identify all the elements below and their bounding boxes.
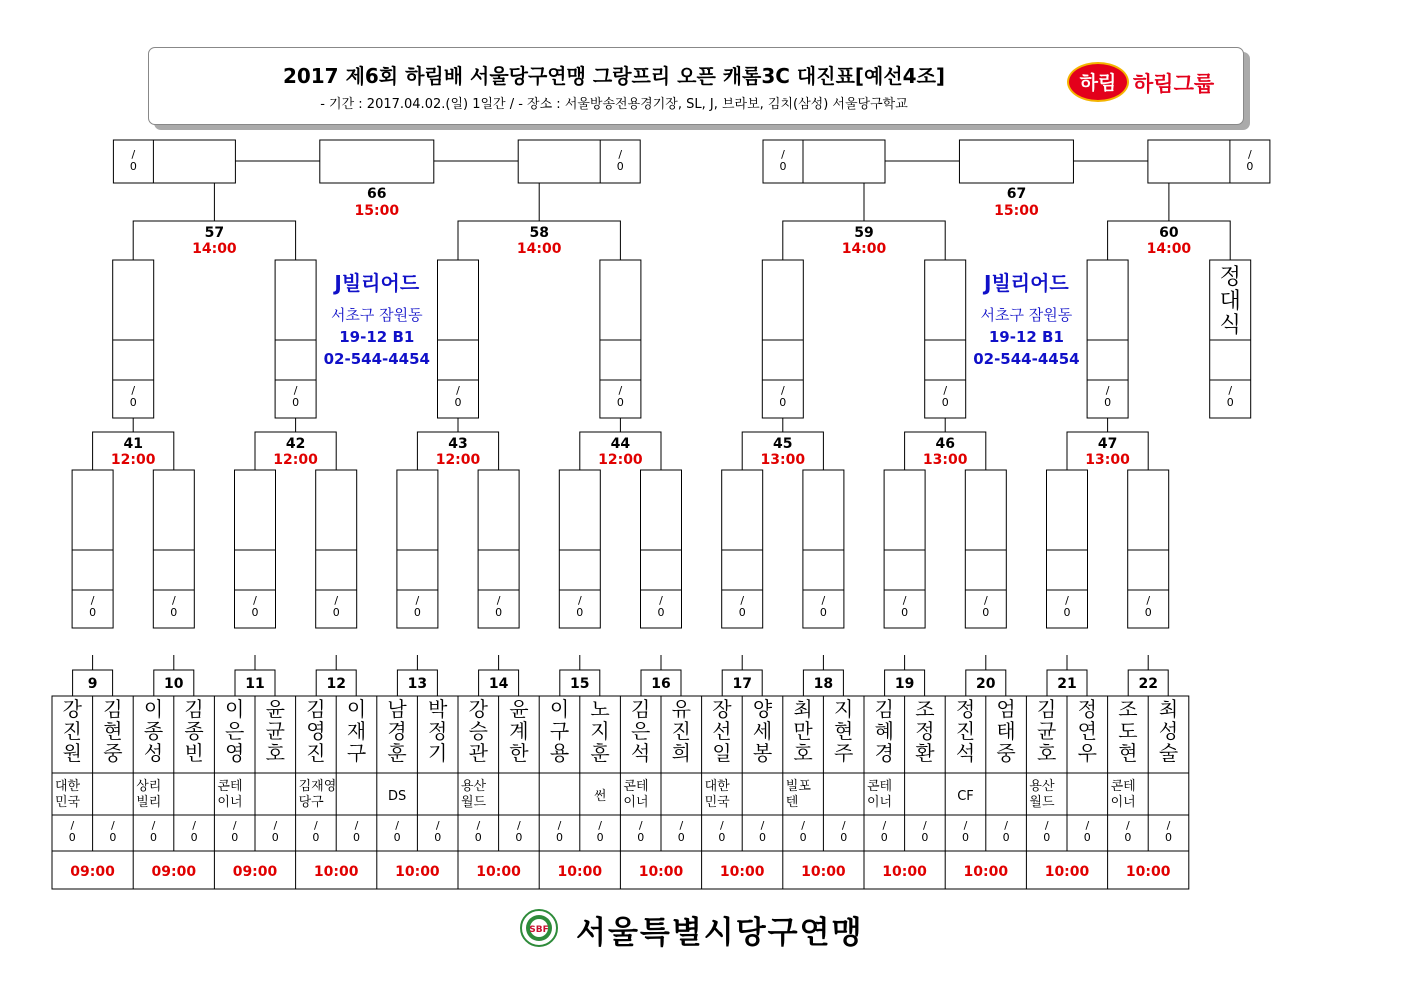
match-time: 10:00 (557, 864, 603, 880)
player-score-zero: 0 (1043, 831, 1051, 844)
r3-entry-57-a-score-slash: / (131, 384, 136, 397)
player-score-zero: 0 (677, 831, 685, 844)
player-score-slash: / (273, 819, 278, 832)
player-club: 콘테 이너 (867, 779, 893, 810)
player-club: 대한 민국 (704, 779, 730, 810)
player-name: 이 종 성 (143, 697, 164, 765)
player-name: 이 은 영 (225, 697, 245, 765)
player-name: 강 승 관 (468, 697, 488, 765)
r2-entry-45-b-score-slash: / (821, 594, 826, 607)
player-name: 이 구 용 (549, 697, 570, 765)
r2-entry-42-b-score-zero: 0 (332, 606, 340, 619)
player-name: 최 성 술 (1158, 697, 1179, 765)
match-number: 12 (326, 676, 346, 692)
player-score-zero: 0 (150, 831, 157, 844)
player-club: 빌포 텐 (785, 779, 811, 810)
match-number: 60 (1159, 225, 1179, 241)
player-score-zero: 0 (637, 831, 645, 844)
player-name: 정 진 석 (955, 697, 976, 765)
r2-entry-46-b-score-zero: 0 (982, 606, 990, 619)
match-time: 13:00 (1085, 452, 1130, 468)
player-score-slash: / (476, 819, 481, 832)
player-score-slash: / (679, 819, 684, 832)
player-name: 윤 균 호 (265, 697, 285, 765)
player-score-zero: 0 (515, 831, 523, 844)
player-score-slash: / (598, 819, 602, 832)
venue-address-detail: 19-12 B1 (988, 328, 1064, 346)
player-club: DS (387, 789, 407, 804)
player-club: 용산 월드 (461, 779, 487, 810)
match-number: 11 (245, 676, 265, 692)
match-time: 09:00 (70, 864, 115, 880)
match-number: 41 (123, 436, 143, 452)
player-name: 윤 계 한 (509, 697, 529, 765)
player-score-slash: / (1044, 819, 1049, 832)
harim-logo-badge: 하림 (1067, 62, 1129, 102)
player-name: 장 선 일 (712, 697, 732, 765)
player-score-zero: 0 (312, 831, 320, 844)
player-score-slash: / (314, 819, 318, 832)
player-club: 상리 빌리 (136, 779, 162, 810)
venue-name: J빌리어드 (984, 271, 1069, 295)
player-name: 노 지 훈 (590, 697, 610, 765)
r3-entry-60-b-score-zero: 0 (1226, 396, 1234, 409)
player-score-slash: / (354, 819, 359, 832)
player-name: 김 균 호 (1037, 697, 1057, 765)
venue-address-detail: 19-12 B1 (339, 328, 415, 346)
final-66-score-right-zero: 0 (616, 160, 624, 173)
player-score-zero: 0 (434, 831, 442, 844)
player-score-zero: 0 (759, 831, 766, 844)
player-score-slash: / (557, 819, 562, 832)
match-time: 10:00 (313, 864, 359, 880)
r2-entry-42-a-score-zero: 0 (251, 606, 259, 619)
r2-entry-42-b-score-slash: / (334, 594, 339, 607)
r2-entry-47-b-score-slash: / (1146, 594, 1151, 607)
match-number: 58 (529, 225, 549, 241)
player-score-zero: 0 (1124, 831, 1132, 844)
r3-entry-57-a-score-zero: 0 (129, 396, 137, 409)
match-number: 13 (407, 676, 428, 692)
match-number: 47 (1097, 436, 1118, 452)
player-name: 유 진 희 (671, 697, 691, 765)
r2-entry-45-b-score-zero: 0 (819, 606, 827, 619)
r3-entry-57-b-score-slash: / (293, 384, 298, 397)
venue-address: 서초구 잠원동 (330, 306, 423, 324)
player-score-zero: 0 (393, 831, 401, 844)
match-time: 10:00 (638, 864, 684, 880)
match-number: 43 (448, 436, 468, 452)
player-score-slash: / (638, 819, 643, 832)
match-number: 57 (204, 225, 225, 241)
player-name: 지 현 주 (834, 697, 854, 765)
player-score-zero: 0 (556, 831, 563, 844)
r3-entry-57-b-score-zero: 0 (292, 396, 300, 409)
player-score-zero: 0 (799, 831, 807, 844)
match-time: 14:00 (516, 241, 562, 257)
player-name: 양 세 봉 (752, 697, 773, 765)
match-time: 10:00 (395, 864, 440, 880)
player-score-slash: / (232, 819, 237, 832)
player-score-slash: / (720, 819, 724, 832)
r2-entry-47-a-score-zero: 0 (1063, 606, 1071, 619)
r2-entry-45-a-score-zero: 0 (738, 606, 746, 619)
match-time: 14:00 (192, 241, 237, 257)
player-club: CF (957, 789, 974, 804)
player-score-zero: 0 (840, 831, 848, 844)
player-score-zero: 0 (962, 831, 969, 844)
player-score-zero: 0 (1002, 831, 1010, 844)
player-score-slash: / (963, 819, 968, 832)
match-number: 44 (610, 436, 631, 452)
player-name: 최 만 호 (793, 697, 813, 765)
match-number: 19 (894, 676, 915, 692)
match-number: 46 (935, 436, 955, 452)
player-club: 콘테 이너 (623, 779, 649, 810)
player-name: 김 종 빈 (184, 697, 204, 765)
player-club: 콘테 이너 (217, 779, 243, 810)
player-score-slash: / (1004, 819, 1008, 832)
r3-entry-58-b-score-slash: / (618, 384, 623, 397)
r2-entry-43-a-score-zero: 0 (413, 606, 421, 619)
r2-entry-42-a-score-slash: / (253, 594, 257, 607)
player-score-slash: / (760, 819, 765, 832)
player-name: 조 도 현 (1118, 697, 1138, 765)
match-time: 13:00 (922, 452, 968, 468)
r3-entry-60-b-score-slash: / (1228, 384, 1233, 397)
final-67-score-left-slash: / (781, 148, 785, 161)
final-66-result-box (320, 140, 434, 183)
match-time: 12:00 (435, 452, 481, 468)
player-score-zero: 0 (109, 831, 117, 844)
r2-entry-46-b-score-slash: / (983, 594, 988, 607)
player-name: 엄 태 중 (996, 697, 1016, 765)
final-66-score-right-slash: / (618, 148, 623, 161)
r3-entry-59-a-score-slash: / (780, 384, 785, 397)
match-number: 16 (651, 676, 671, 692)
player-club: 용산 월드 (1029, 779, 1055, 810)
r3-entry-60-a-score-zero: 0 (1104, 396, 1112, 409)
match-number: 15 (570, 676, 590, 692)
player-club: 김재영 당구 (298, 779, 337, 810)
final-66-score-left-zero: 0 (129, 160, 137, 173)
r3-entry-59-b-score-zero: 0 (941, 396, 949, 409)
venue-phone: 02-544-4454 (323, 350, 430, 368)
r2-entry-44-a-score-zero: 0 (576, 606, 584, 619)
final-67-result-box (959, 140, 1073, 183)
player-score-zero: 0 (190, 831, 198, 844)
player-score-slash: / (151, 819, 156, 832)
match-number: 18 (813, 676, 834, 692)
r2-entry-43-b-score-slash: / (496, 594, 501, 607)
r2-entry-47-b-score-zero: 0 (1144, 606, 1152, 619)
federation-name: 서울특별시당구연맹 (576, 915, 864, 951)
venue-address: 서초구 잠원동 (980, 306, 1073, 324)
player-score-slash: / (517, 819, 521, 832)
r2-entry-41-a-score-slash: / (90, 594, 95, 607)
match-number: 22 (1138, 676, 1158, 692)
player-score-slash: / (395, 819, 399, 832)
r2-entry-44-b-score-slash: / (659, 594, 663, 607)
player-score-slash: / (192, 819, 196, 832)
player-score-slash: / (882, 819, 887, 832)
match-time: 10:00 (1125, 864, 1171, 880)
r3-entry-59-b-score-slash: / (943, 384, 948, 397)
player-score-zero: 0 (880, 831, 888, 844)
player-score-slash: / (923, 819, 927, 832)
player-score-zero: 0 (596, 831, 604, 844)
harim-logo-text: 하림그룹 (1133, 72, 1215, 96)
player-score-zero: 0 (1083, 831, 1091, 844)
player-score-slash: / (801, 819, 805, 832)
r3-entry-58-b-score-zero: 0 (616, 396, 624, 409)
player-score-slash: / (435, 819, 440, 832)
match-number: 42 (285, 436, 306, 452)
match-number: 14 (488, 676, 509, 692)
player-name: 김 현 중 (103, 697, 123, 765)
player-score-zero: 0 (921, 831, 929, 844)
match-time: 10:00 (801, 864, 846, 880)
match-time: 10:00 (963, 864, 1009, 880)
match-number: 20 (976, 676, 996, 692)
player-name: 조 정 환 (915, 697, 935, 765)
match-time: 10:00 (1044, 864, 1090, 880)
final-67-score-right-slash: / (1248, 148, 1252, 161)
federation-emblem-icon (520, 909, 558, 947)
player-score-slash: / (70, 819, 75, 832)
player-name: 김 영 진 (306, 697, 326, 765)
r3-entry-59-a-score-zero: 0 (779, 396, 787, 409)
r2-entry-47-a-score-slash: / (1065, 594, 1069, 607)
player-club: 콘테 이너 (1110, 779, 1136, 810)
player-name: 박 정 기 (428, 697, 448, 765)
r2-entry-41-b-score-zero: 0 (170, 606, 178, 619)
player-name: 김 혜 경 (874, 697, 894, 765)
player-score-zero: 0 (474, 831, 482, 844)
player-score-zero: 0 (271, 831, 279, 844)
match-number: 9 (87, 676, 98, 692)
r2-entry-41-b-score-slash: / (171, 594, 176, 607)
match-number: 67 (1006, 186, 1027, 202)
bye-player-name: 정 대 식 (1219, 265, 1241, 338)
player-club: 썬 (593, 789, 607, 804)
page-subtitle: - 기간 : 2017.04.02.(일) 1일간 / - 장소 : 서울방송전용경기장, SL, J, 브라보, 김치(삼성) 서울당구학교 (320, 97, 908, 112)
match-time: 15:00 (994, 203, 1039, 219)
match-time: 14:00 (841, 241, 887, 257)
match-number: 59 (854, 225, 874, 241)
player-score-zero: 0 (353, 831, 360, 844)
player-club: 대한 민국 (55, 779, 81, 810)
player-score-zero: 0 (68, 831, 76, 844)
player-score-slash: / (1166, 819, 1171, 832)
match-number: 10 (164, 676, 184, 692)
player-score-slash: / (111, 819, 115, 832)
player-name: 이 재 구 (346, 697, 367, 765)
venue-phone: 02-544-4454 (973, 350, 1080, 368)
player-score-slash: / (841, 819, 846, 832)
r3-entry-58-a-score-zero: 0 (454, 396, 462, 409)
r2-entry-44-b-score-zero: 0 (657, 606, 665, 619)
final-67-score-right-zero: 0 (1246, 160, 1254, 173)
emblem-label: SBF (529, 925, 549, 935)
r2-entry-46-a-score-zero: 0 (901, 606, 909, 619)
match-time: 09:00 (151, 864, 197, 880)
match-time: 09:00 (232, 864, 278, 880)
player-name: 강 진 원 (62, 697, 82, 765)
r3-entry-58-a-score-slash: / (456, 384, 460, 397)
r2-entry-41-a-score-zero: 0 (89, 606, 97, 619)
match-time: 14:00 (1146, 241, 1192, 257)
match-time: 12:00 (110, 452, 156, 468)
match-number: 66 (367, 186, 387, 202)
footer (520, 905, 920, 949)
player-score-zero: 0 (231, 831, 239, 844)
r2-entry-44-a-score-slash: / (577, 594, 582, 607)
player-name: 정 연 우 (1077, 697, 1097, 765)
match-number: 17 (732, 676, 752, 692)
player-name: 남 경 훈 (387, 697, 407, 765)
venue-name: J빌리어드 (334, 271, 420, 295)
player-score-zero: 0 (718, 831, 726, 844)
player-score-slash: / (1126, 819, 1130, 832)
match-time: 13:00 (760, 452, 806, 468)
r2-entry-46-a-score-slash: / (902, 594, 907, 607)
match-number: 45 (773, 436, 793, 452)
match-time: 10:00 (476, 864, 521, 880)
match-time: 10:00 (719, 864, 765, 880)
match-time: 10:00 (882, 864, 927, 880)
player-score-zero: 0 (1165, 831, 1172, 844)
r2-entry-43-b-score-zero: 0 (495, 606, 503, 619)
page-title: 2017 제6회 하림배 서울당구연맹 그랑프리 오픈 캐롬3C 대진표[예선4조] (282, 64, 946, 88)
final-67-score-left-zero: 0 (779, 160, 787, 173)
match-time: 12:00 (273, 452, 318, 468)
match-time: 12:00 (598, 452, 643, 468)
r2-entry-45-a-score-slash: / (740, 594, 745, 607)
match-number: 21 (1057, 676, 1077, 692)
match-time: 15:00 (354, 203, 400, 219)
player-score-slash: / (1085, 819, 1090, 832)
r3-entry-60-a-score-slash: / (1105, 384, 1110, 397)
r2-entry-43-a-score-slash: / (415, 594, 420, 607)
final-66-score-left-slash: / (131, 148, 136, 161)
player-name: 김 은 석 (631, 697, 651, 765)
